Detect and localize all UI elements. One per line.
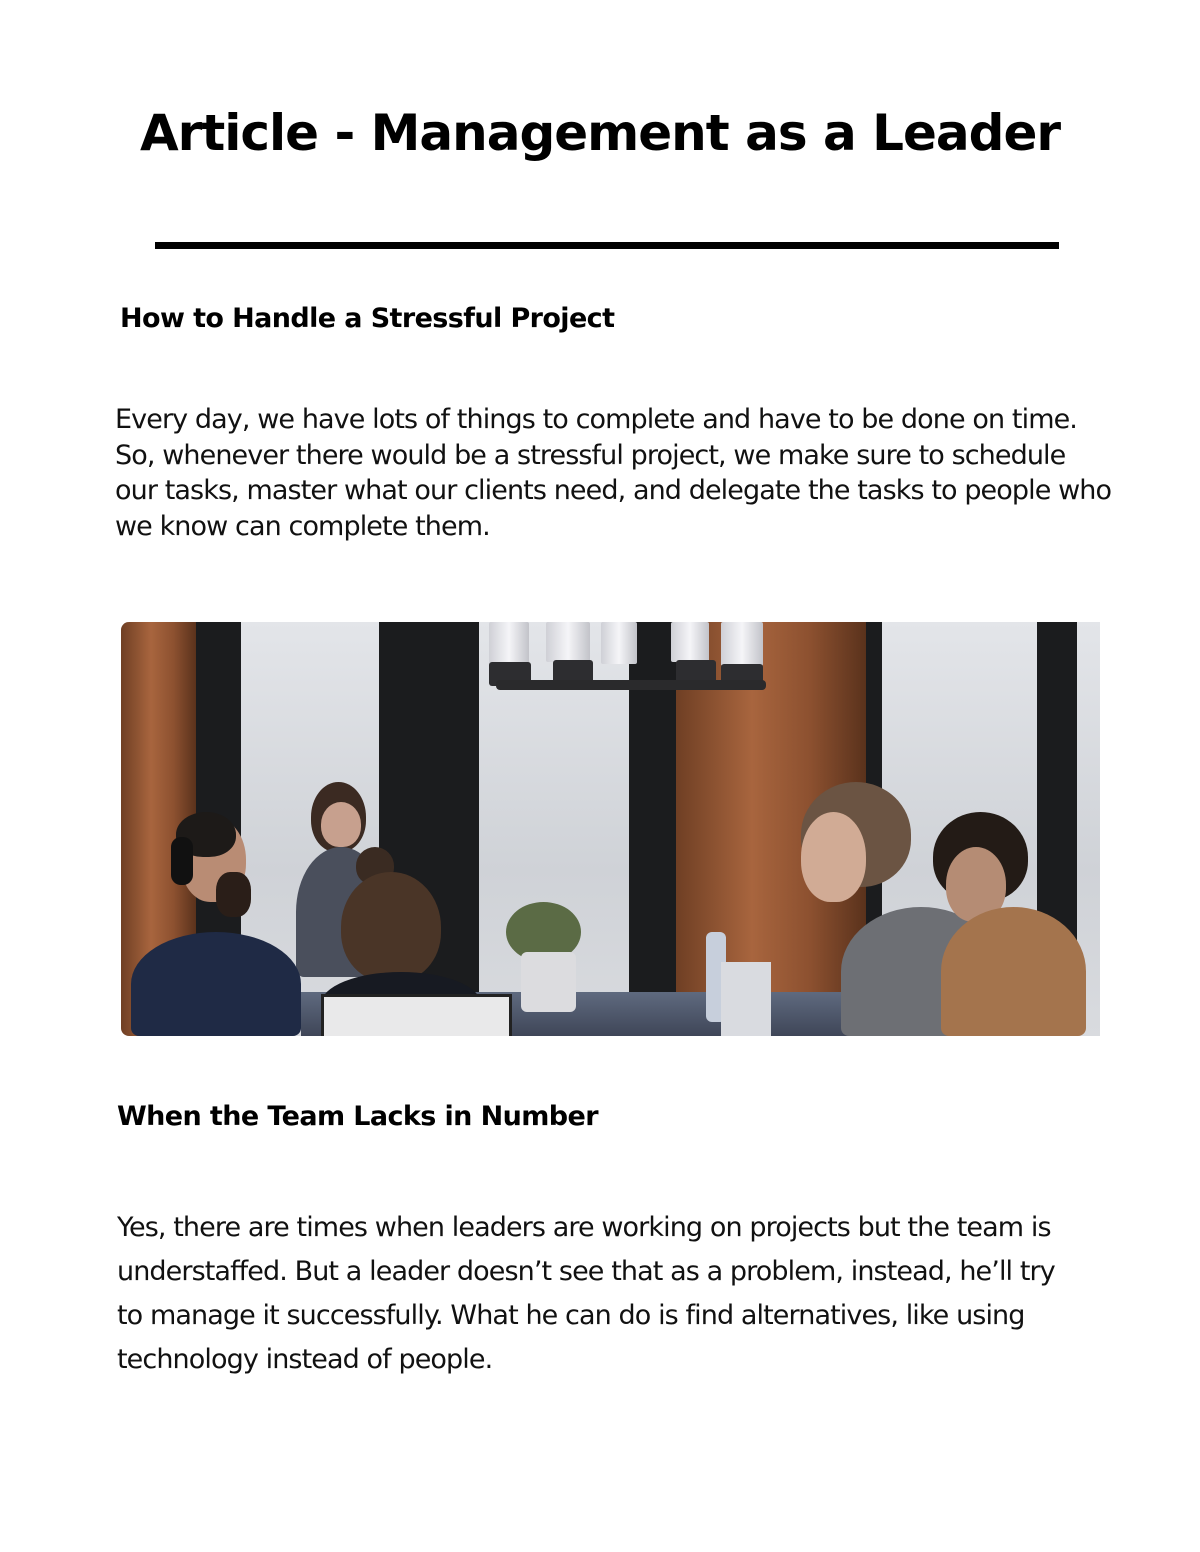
section-heading-stressful-project: How to Handle a Stressful Project bbox=[120, 303, 615, 334]
section-heading-team-lacks: When the Team Lacks in Number bbox=[117, 1101, 598, 1132]
title-divider bbox=[155, 242, 1059, 249]
team-meeting-photo bbox=[121, 622, 1100, 1036]
article-title: Article - Management as a Leader bbox=[139, 104, 1061, 162]
section-body-team-lacks: Yes, there are times when leaders are working on projects but the team is understaffed. But a leader doesn’t see that as a problem, instead, he’ll try to manage it successfully. What he can do is find alternatives, like using technology instead of people. bbox=[117, 1212, 1055, 1375]
section-body-stressful-project: Every day, we have lots of things to complete and have to be done on time. So, whenever there would be a stressful project, we make sure to schedule our tasks, master what our clients need, and delegate the tasks to people who we know can complete them. bbox=[115, 404, 1112, 542]
